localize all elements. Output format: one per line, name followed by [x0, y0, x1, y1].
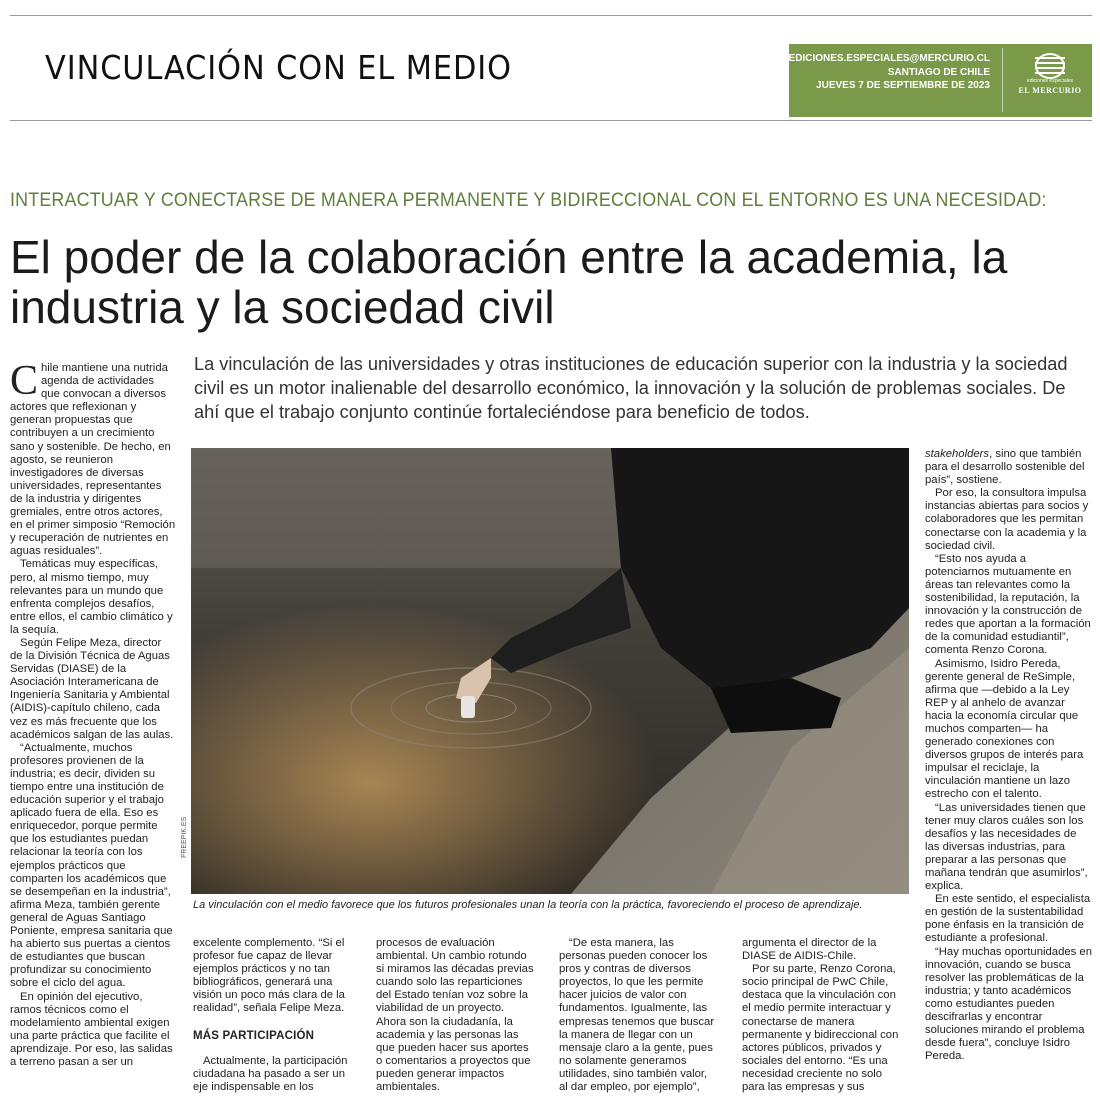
header-date: JUEVES 7 DE SEPTIEMBRE DE 2023	[816, 80, 990, 91]
dropcap: C	[10, 358, 39, 404]
logo-small-text: ediciones especiales	[1026, 78, 1074, 84]
col6-paragraph: Por eso, la consultora impulsa instancias abiertas para socios y colaboradores que les permitan conectarse con la academia y la sociedad civil.	[925, 487, 1089, 552]
col6-paragraph: , sino que también para el desarrollo sostenible del país”, sostiene.	[925, 448, 1085, 487]
photo-credit: FREEPIK.ES	[181, 816, 188, 858]
col1-paragraph: “Actualmente, muchos profesores provienen de la industria; es decir, dividen su tiempo entre una institución de educación superior y el trabajo aplicado fuera de ella. Eso es enriquecedor, porque permite que los estudiantes puedan relacionar la teoría con los ejemplos prácticos que comparten los académicos que se desempeñan en la industria”, afirma Meza, también gerente general de Aguas Santiago Poniente, empresa sanitaria que ha abierto sus puertas a cientos de estudiantes que buscan profundizar su conocimiento sobre el ciclo del agua.	[10, 741, 173, 990]
column-2	[193, 937, 358, 1094]
column-3	[376, 937, 536, 1094]
el-mercurio-logo	[1013, 48, 1087, 112]
header-info-box	[789, 44, 1092, 117]
stakeholders-italic: stakeholders	[925, 448, 990, 460]
col3-paragraph: procesos de evaluación ambiental. Un cambio rotundo si miramos las décadas previas cuando solo las reparticiones del Estado tenían voz sobre la viabilidad de un proyecto. Ahora son la ciudadanía, la academia y las personas las que pueden hacer sus aportes o comentarios a proyectos que pueden generar impactos ambientales.	[376, 937, 534, 1094]
photo-caption: La vinculación con el medio favorece que los futuros profesionales unan la teoría con la práctica, favoreciendo el proceso de aprendizaje.	[193, 899, 863, 911]
col2-paragraph: Actualmente, la participación ciudadana ha pasado a ser un eje indispensable en los	[193, 1054, 348, 1093]
col2-paragraph: excelente complemento. “Si el profesor fue capaz de llevar ejemplos prácticos y no tan bibliográficos, generará una visión un poco más clara de la realidad”, señala Felipe Meza.	[193, 937, 345, 1015]
section-title: VINCULACIÓN CON EL MEDIO	[45, 48, 513, 87]
header-separator	[1002, 48, 1003, 112]
article-lede: La vinculación de las universidades y otras instituciones de educación superior con la industria y la sociedad civil es un motor inalienable del desarrollo económico, la innovación y la solución de problemas sociales. De ahí que el trabajo conjunto continúe fortaleciéndose para beneficio de todos.	[194, 354, 1068, 422]
col1-paragraph: Según Felipe Meza, director de la División Técnica de Aguas Servidas (DIASE) de la Asociación Interamericana de Ingeniería Sanitaria y Ambiental (AIDIS)-capítulo chileno, cada vez es más frecuente que los académicos salgan de las aulas.	[10, 636, 174, 741]
col1-paragraph: En opinión del ejecutivo, ramos técnicos como el modelamiento ambiental exigen una parte práctica que facilite el aprendizaje. Por eso, las salidas a terreno pasan a ser un	[10, 990, 173, 1068]
column-6	[925, 448, 1093, 1063]
top-rule	[10, 15, 1092, 16]
header-bottom-rule	[10, 120, 1092, 121]
col1-paragraph: hile mantiene una nutrida agenda de actividades que convocan a diversos actores que reflexionan y generan propuestas que contribuyen a un crecimiento sano y sostenible. De hecho, en agosto, se reunieron investigadores de diversas universidades, representantes de la industria y dirigentes gremiales, entre otros actores, en el primer simposio “Remoción y recuperación de nutrientes en aguas residuales”.	[10, 362, 176, 558]
col1-paragraph: Temáticas muy específicas, pero, al mismo tiempo, muy relevantes para un mundo que enfrenta complejos desafíos, entre ellos, el cambio climático y la sequía.	[10, 558, 173, 636]
logo-name: EL MERCURIO	[1018, 86, 1082, 95]
col4-paragraph: “De esta manera, las personas pueden conocer los pros y contras de diversos proyectos, lo que les permite hacer juicios de valor con fundamentos. Igualmente, las empresas tenemos que buscar la manera de llegar con un mensaje claro a la gente, pues no solamente generamos utilidades, sino también valor, al dar empleo, por ejemplo”,	[559, 937, 715, 1094]
col6-paragraph: Asimismo, Isidro Pereda, gerente general de ReSimple, afirma que —debido a la Ley REP y al anhelo de avanzar hacia la economía circular que muchos comparten— ha generado conexiones con diversos grupos de interés para impulsar el reciclaje, la vinculación mantiene un lazo estrecho con el talento.	[925, 657, 1084, 801]
col5-paragraph: Por su parte, Renzo Corona, socio principal de PwC Chile, destaca que la vinculación con el medio permite interactuar y conectarse de manera permanente y bidireccional con actores públicos, privados y sociales del entorno. “Es una necesidad creciente no solo para las empresas y sus	[742, 963, 899, 1094]
article-kicker: INTERACTUAR Y CONECTARSE DE MANERA PERMANENTE Y BIDIRECCIONAL CON EL ENTORNO ES UNA NECESIDAD:	[10, 190, 1047, 211]
col6-paragraph: En este sentido, el especialista en gestión de la sustentabilidad pone énfasis en la transición de estudiante a profesional.	[925, 893, 1091, 945]
col6-paragraph: “Las universidades tienen que tener muy claros cuáles son los desafíos y las necesidades de las diversas industrias, para preparar a las personas que mañana tendrán que asumirlos”, explica.	[925, 801, 1088, 893]
column-4	[559, 937, 719, 1094]
water-sampling-photo	[191, 448, 909, 894]
col6-paragraph: “Hay muchas oportunidades en innovación, cuando se busca resolver las problemáticas de la industria; y tanto académicos como estudiantes pueden descifrarlas y encontrar soluciones mirando el problema desde fuera”, concluye Isidro Pereda.	[925, 945, 1092, 1063]
col5-paragraph: argumenta el director de la DIASE de AIDIS-Chile.	[742, 937, 877, 963]
header-email[interactable]: EDICIONES.ESPECIALES@MERCURIO.CL	[788, 53, 990, 64]
article-photo	[191, 448, 909, 894]
header-city: SANTIAGO DE CHILE	[887, 67, 990, 78]
article-headline: El poder de la colaboración entre la academia, la industria y la sociedad civil	[10, 231, 1008, 333]
subhead-mas-participacion: MÁS PARTICIPACIÓN	[193, 1029, 315, 1042]
column-5	[742, 937, 907, 1094]
column-1	[10, 358, 176, 1069]
col6-paragraph: “Esto nos ayuda a potenciarnos mutuamente en áreas tan relevantes como la sostenibilidad, la reputación, la innovación y la construcción de redes que aportan a la formación de la comunidad estudiantil”, comenta Renzo Corona.	[925, 552, 1091, 657]
